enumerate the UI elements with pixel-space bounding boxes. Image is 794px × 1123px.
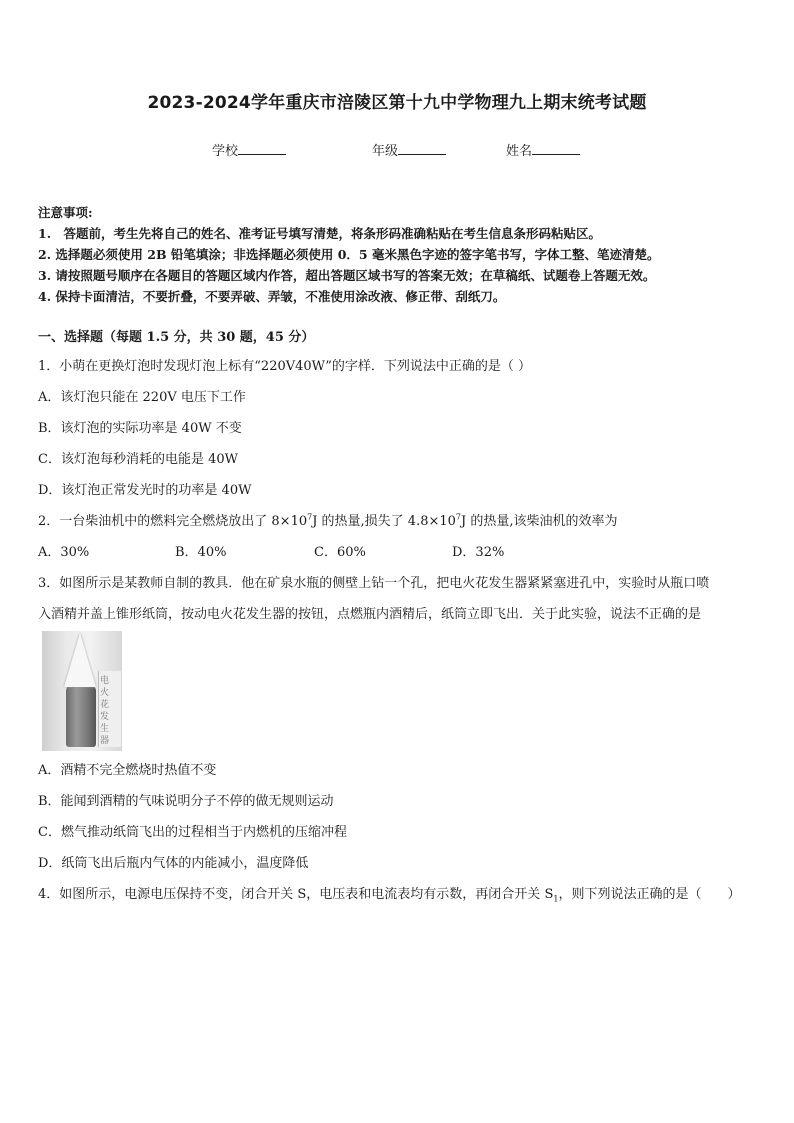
grade-label: 年级 [372, 144, 399, 159]
q4-subscript: 1 [553, 894, 559, 904]
question-1-option-c: C．该灯泡每秒消耗的电能是 40W [38, 452, 238, 467]
q2-text: J 的热量,损失了 4.8×10 [312, 514, 456, 529]
bottle [66, 685, 96, 747]
question-1-option-d: D．该灯泡正常发光时的功率是 40W [38, 483, 252, 498]
q2-exponent: 7 [455, 512, 462, 522]
q4-text: ，则下列说法正确的是（ ） [558, 887, 741, 902]
note-item: 1. 答题前，考生先将自己的姓名、准考证号填写清楚，将条形码准确粘贴在考生信息条形码粘贴区。 [38, 226, 602, 241]
section-heading: 一、选择题（每题 1.5 分，共 30 题，45 分） [38, 330, 315, 345]
grade-blank [398, 142, 446, 155]
note-item: 3. 请按照题号顺序在各题目的答题区域内作答，超出答题区域书写的答案无效；在草稿纸、试题卷上答题无效。 [38, 268, 656, 283]
page-title: 2023-2024学年重庆市涪陵区第十九中学物理九上期末统考试题 [147, 93, 647, 113]
school-field [212, 140, 286, 159]
question-3-option-a: A．酒精不完全燃烧时热值不变 [38, 763, 217, 778]
note-item: 4. 保持卡面清洁，不要折叠，不要弄破、弄皱，不准使用涂改液、修正带、刮纸刀。 [38, 289, 506, 304]
q2-exponent: 7 [307, 512, 313, 522]
question-3-stem-line2: 入酒精并盖上锥形纸筒，按动电火花发生器的按钮，点燃瓶内酒精后，纸筒立即飞出．关于此实验，说法不正确的是 [38, 607, 702, 622]
note-item: 2. 选择题必须使用 2B 铅笔填涂；非选择题必须使用 0．5 毫米黑色字迹的签字笔书写，字体工整、笔迹清楚。 [38, 247, 660, 262]
paper-cone [64, 633, 96, 687]
question-2-stem [38, 510, 618, 529]
q2-text: J 的热量,该柴油机的效率为 [461, 514, 618, 529]
question-2-option-d: D．32% [452, 545, 505, 560]
question-1-option-a: A．该灯泡只能在 220V 电压下工作 [38, 390, 246, 405]
notes-heading: 注意事项: [38, 205, 93, 220]
question-4-stem [38, 883, 740, 902]
question-1-stem: 1．小萌在更换灯泡时发现灯泡上标有“220V40W”的字样．下列说法中正确的是（ ） [38, 359, 532, 374]
question-3-option-b: B．能闻到酒精的气味说明分子不停的做无规则运动 [38, 794, 334, 809]
question-3-option-d: D．纸筒飞出后瓶内气体的内能减小，温度降低 [38, 856, 309, 871]
question-3-option-c: C．燃气推动纸筒飞出的过程相当于内燃机的压缩冲程 [38, 825, 347, 840]
question-1-option-b: B．该灯泡的实际功率是 40W 不变 [38, 421, 242, 436]
question-3-stem-line1: 3．如图所示是某教师自制的教具．他在矿泉水瓶的侧壁上钻一个孔，把电火花发生器紧紧塞进孔中，实验时从瓶口喷 [38, 576, 710, 591]
question-2-option-b: B．40% [175, 545, 227, 560]
question-2-option-c: C．60% [314, 545, 366, 560]
name-blank [532, 142, 580, 155]
school-blank [238, 142, 286, 155]
experiment-photo [42, 631, 122, 751]
question-2-option-a: A．30% [38, 545, 90, 560]
school-label: 学校 [212, 144, 239, 159]
photo-label: 电火花发生器 [100, 676, 110, 746]
q2-text: 2．一台柴油机中的燃料完全燃烧放出了 8×10 [38, 514, 308, 529]
name-field [506, 140, 580, 159]
name-label: 姓名 [506, 144, 533, 159]
q4-text: 4．如图所示，电源电压保持不变，闭合开关 S，电压表和电流表均有示数，再闭合开关 S [38, 887, 554, 902]
grade-field [372, 140, 446, 159]
